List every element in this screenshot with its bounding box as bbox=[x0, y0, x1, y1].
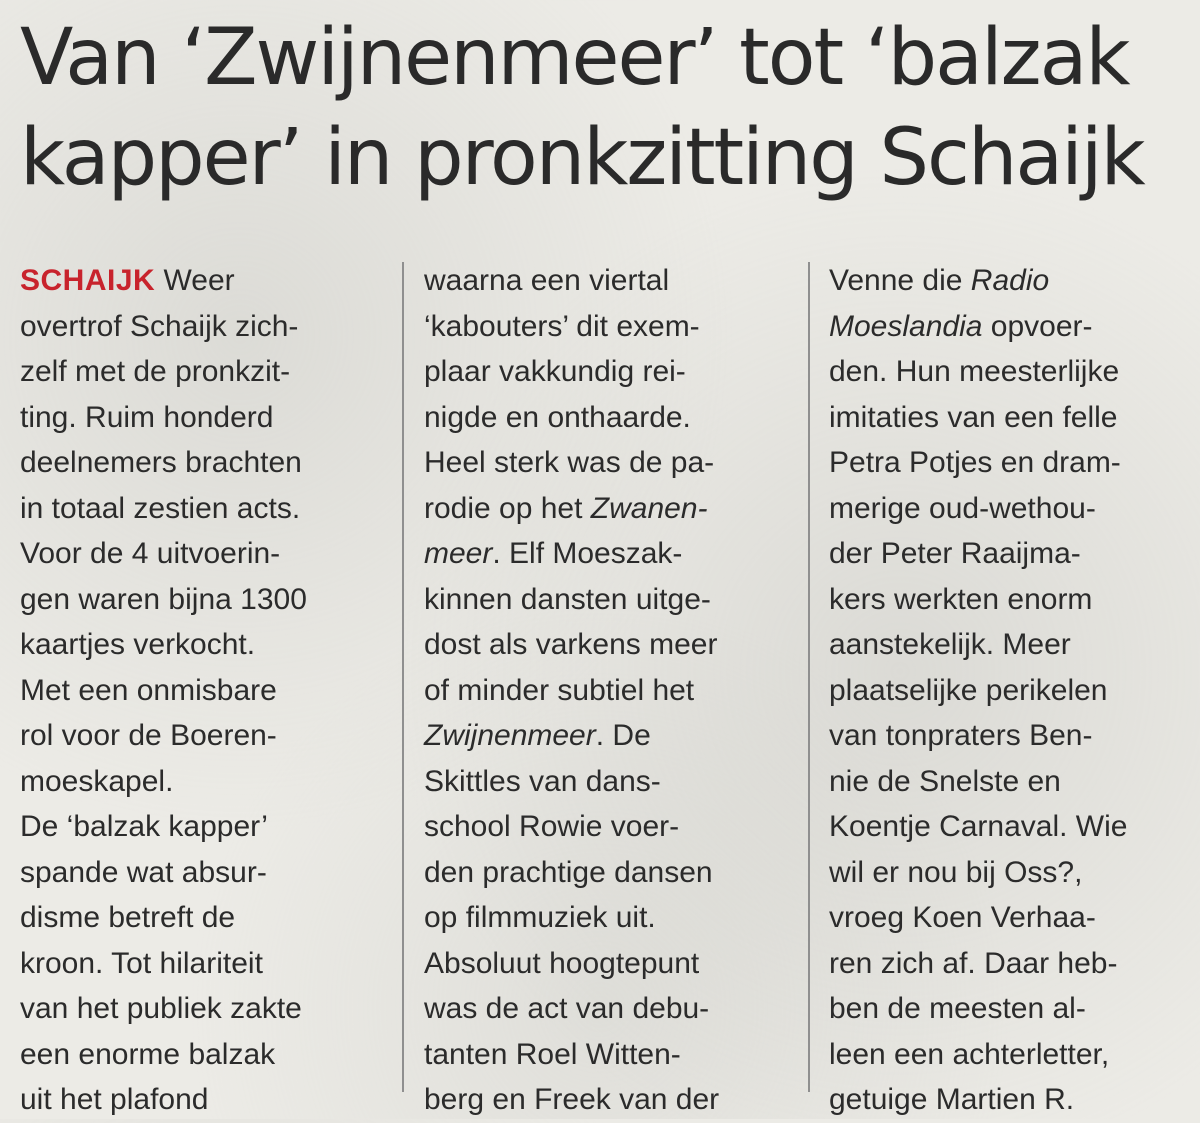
text-line: in totaal zestien acts. bbox=[20, 491, 301, 525]
text-line: vroeg Koen Verhaa- bbox=[829, 901, 1096, 934]
text-line bbox=[424, 713, 789, 759]
text-line: rol voor de Boeren- bbox=[20, 719, 277, 752]
title-italic: Moeslandia bbox=[829, 309, 983, 343]
text-line: spande wat absur- bbox=[20, 855, 267, 889]
text-line: zelf met de pronkzit- bbox=[20, 355, 291, 388]
text-line: plaar vakkundig rei- bbox=[424, 355, 686, 388]
text-line bbox=[424, 531, 789, 577]
text-line: berg en Freek van der bbox=[424, 1083, 720, 1116]
text-line: ting. Ruim honderd bbox=[20, 400, 274, 434]
text-line: aanstekelijk. Meer bbox=[829, 628, 1071, 661]
text-line: gen waren bijna 1300 bbox=[20, 582, 307, 616]
text-line: den. Hun meesterlijke bbox=[829, 355, 1120, 388]
column-rule-2 bbox=[808, 262, 810, 1092]
article-headline bbox=[20, 8, 1180, 208]
article-column-2 bbox=[424, 258, 789, 1123]
title-italic: Zwijnenmeer bbox=[424, 719, 596, 752]
text-line: ren zich af. Daar heb- bbox=[829, 946, 1118, 980]
text-line: tanten Roel Witten- bbox=[424, 1037, 681, 1071]
text-line: der Peter Raaijma- bbox=[829, 537, 1081, 570]
text-line: Koentje Carnaval. Wie bbox=[829, 810, 1128, 843]
text-line: dost als varkens meer bbox=[424, 628, 718, 661]
text-line: van het publiek zakte bbox=[20, 992, 302, 1025]
text-line bbox=[829, 304, 1189, 350]
text-line: Heel sterk was de pa- bbox=[424, 446, 715, 479]
text-line: kroon. Tot hilariteit bbox=[20, 946, 263, 980]
text-line: plaatselijke perikelen bbox=[829, 673, 1108, 707]
title-italic: meer bbox=[424, 537, 493, 570]
text-line: van tonpraters Ben- bbox=[829, 719, 1093, 752]
text-line: wil er nou bij Oss?, bbox=[829, 855, 1083, 889]
text-line: Met een onmisbare bbox=[20, 673, 277, 707]
text-line: kers werkten enorm bbox=[829, 582, 1093, 616]
article-column-3 bbox=[829, 258, 1189, 1123]
text-line: kinnen dansten uitge- bbox=[424, 582, 711, 616]
text-line: uit het plafond bbox=[20, 1083, 209, 1116]
text-fragment: opvoer- bbox=[982, 309, 1093, 343]
text-line: Petra Potjes en dram- bbox=[829, 446, 1121, 479]
text-line: getuige Martien R. bbox=[829, 1083, 1075, 1116]
text-line: of minder subtiel het bbox=[424, 673, 695, 707]
text-line: Skittles van dans- bbox=[424, 764, 661, 798]
text-line bbox=[20, 258, 385, 304]
dateline: SCHAIJK bbox=[20, 264, 156, 297]
text-line: op filmmuziek uit. bbox=[424, 901, 656, 934]
text-line: moeskapel. bbox=[20, 764, 174, 798]
text-line: Absoluut hoogtepunt bbox=[424, 946, 700, 980]
title-italic: Zwanen- bbox=[590, 491, 708, 525]
text-line: waarna een viertal bbox=[424, 264, 670, 297]
title-italic: Radio bbox=[970, 264, 1050, 297]
text-line: disme betreft de bbox=[20, 901, 236, 934]
text-line bbox=[829, 258, 1189, 304]
text-line: nie de Snelste en bbox=[829, 764, 1061, 798]
text-fragment: . De bbox=[595, 719, 651, 752]
text-line: ben de meesten al- bbox=[829, 992, 1086, 1025]
text-line: deelnemers brachten bbox=[20, 446, 302, 479]
text-line: merige oud-wethou- bbox=[829, 491, 1096, 525]
text-line: den prachtige dansen bbox=[424, 855, 713, 889]
text-line: overtrof Schaijk zich- bbox=[20, 309, 299, 343]
text-line: nigde en onthaarde. bbox=[424, 400, 691, 434]
text-fragment: Weer bbox=[155, 264, 235, 297]
text-fragment: Venne die bbox=[829, 264, 971, 297]
text-line bbox=[424, 486, 789, 532]
text-line: ‘kabouters’ dit exem- bbox=[424, 309, 700, 343]
text-line: Voor de 4 uitvoerin- bbox=[20, 537, 281, 570]
headline-line-1: Van ‘Zwijnenmeer’ tot ‘balzak bbox=[20, 13, 1129, 103]
article-column-1 bbox=[20, 258, 385, 1123]
text-line: De ‘balzak kapper’ bbox=[20, 810, 268, 843]
text-line: was de act van debu- bbox=[424, 992, 710, 1025]
text-line: een enorme balzak bbox=[20, 1037, 276, 1071]
text-fragment: rodie op het bbox=[424, 491, 591, 525]
text-line: leen een achterletter, bbox=[829, 1037, 1110, 1071]
text-line: imitaties van een felle bbox=[829, 400, 1118, 434]
column-rule-1 bbox=[402, 262, 404, 1092]
text-line: school Rowie voer- bbox=[424, 810, 680, 843]
text-line: kaartjes verkocht. bbox=[20, 628, 256, 661]
text-fragment: . Elf Moeszak- bbox=[492, 537, 683, 570]
headline-line-2: kapper’ in pronkzitting Schaijk bbox=[20, 113, 1144, 203]
